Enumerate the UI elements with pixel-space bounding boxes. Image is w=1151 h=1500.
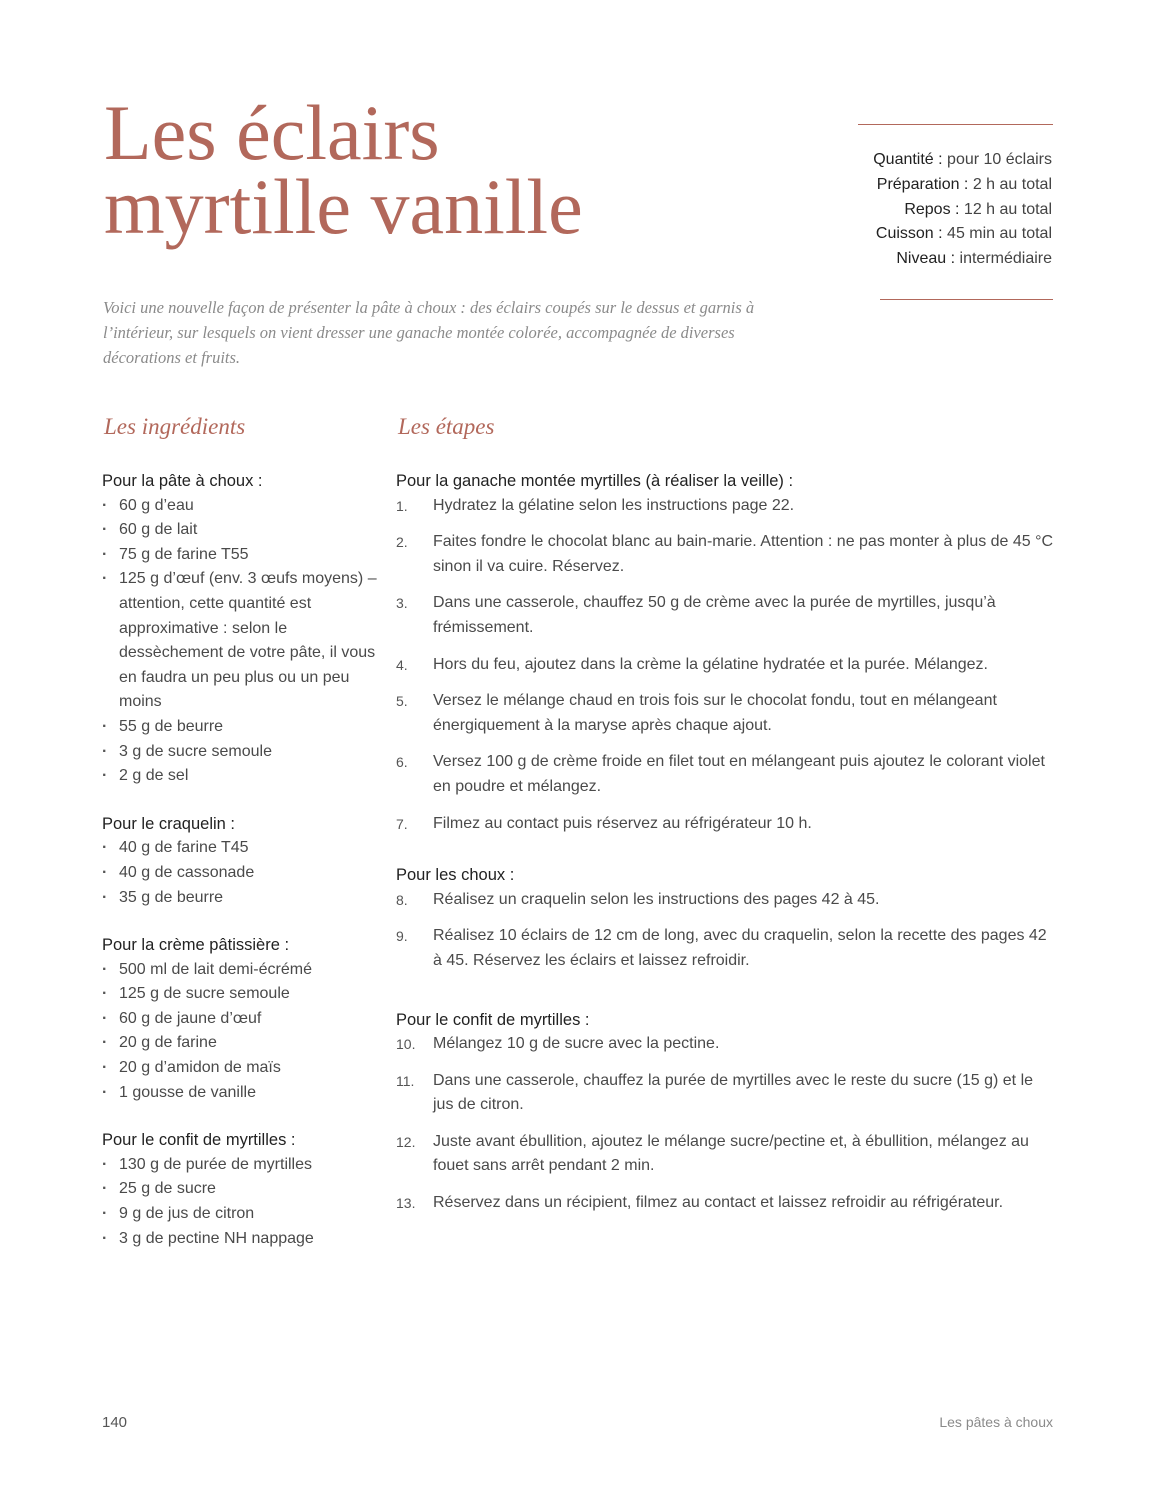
step-item: 13. Réservez dans un récipient, filmez au contact et laissez refroidir au réfrigérateur. <box>396 1194 1004 1212</box>
section-name: Les pâtes à choux <box>939 1414 1053 1430</box>
step-section-heading: Pour les choux : <box>396 866 515 885</box>
step-section-heading: Pour le confit de myrtilles : <box>396 1010 590 1029</box>
list-item: · 1 gousse de vanille <box>102 1081 377 1106</box>
meta-level: Niveau : intermédiaire <box>896 250 1052 268</box>
title-line-1: Les éclairs <box>104 89 440 176</box>
list-item: · 2 g de sel <box>102 764 377 789</box>
ingredients-column <box>102 469 377 1274</box>
step-item: 6. Versez 100 g de crème froide en filet tout en mélangeant puis ajoutez le colorant violet en poudre et mélangez. <box>396 753 1045 795</box>
meta-top-rule <box>858 124 1053 125</box>
list-item: · 60 g d’eau <box>102 494 377 519</box>
ingredient-list <box>102 494 377 789</box>
list-item: · 20 g de farine <box>102 1031 377 1056</box>
list-item: · 60 g de lait <box>102 518 377 543</box>
list-item: · 55 g de beurre <box>102 715 377 740</box>
recipe-meta <box>732 148 1052 272</box>
ingredient-group-heading: Pour le craquelin : <box>102 814 235 833</box>
ingredient-group-heading: Pour le confit de myrtilles : <box>102 1131 296 1150</box>
list-item: · 3 g de sucre semoule <box>102 740 377 765</box>
step-item: 9. Réalisez 10 éclairs de 12 cm de long, avec du craquelin, selon la recette des pages 42 à 45. Réservez les éclairs et laissez refroidir. <box>396 927 1047 969</box>
page-number: 140 <box>102 1414 128 1431</box>
step-list <box>396 494 1056 837</box>
list-item: · 125 g d’œuf (env. 3 œufs moyens) – attention, cette quantité est approximative : selon le dessèchement de votre pâte, il vous en faudra un peu plus ou un peu moins <box>102 567 377 715</box>
ingredient-group-heading: Pour la pâte à choux : <box>102 472 263 490</box>
list-item: · 130 g de purée de myrtilles <box>102 1153 377 1178</box>
step-section <box>396 1008 1056 1216</box>
list-item: · 25 g de sucre <box>102 1177 377 1202</box>
steps-column <box>396 469 1056 1243</box>
step-item: 12. Juste avant ébullition, ajoutez le mélange sucre/pectine et, à ébullition, mélangez au fouet sans arrêt pendant 2 min. <box>396 1132 1029 1175</box>
steps-title: Les étapes <box>398 414 495 439</box>
step-list <box>396 888 1056 974</box>
ingredient-list <box>102 958 377 1106</box>
step-item: 1. Hydratez la gélatine selon les instructions page 22. <box>396 496 795 514</box>
list-item: · 75 g de farine T55 <box>102 543 377 568</box>
list-item: · 60 g de jaune d’œuf <box>102 1007 377 1032</box>
list-item: · 125 g de sucre semoule <box>102 982 377 1007</box>
ingredients-title: Les ingrédients <box>104 414 246 439</box>
meta-preparation: Préparation : 2 h au total <box>876 175 1052 193</box>
title-line-2: myrtille vanille <box>104 163 583 250</box>
page-title <box>104 89 583 250</box>
intro-text: Voici une nouvelle façon de présenter la pâte à choux : des éclairs coupés sur le dessus et garnis à l’intérieur, sur lesquels on vient dresser une ganache montée colorée, accompagnée de diverses décorations et fruits. <box>103 298 755 367</box>
ingredient-list <box>102 836 377 910</box>
step-item: 7. Filmez au contact puis réservez au réfrigérateur 10 h. <box>396 814 812 832</box>
step-item: 3. Dans une casserole, chauffez 50 g de crème avec la purée de myrtilles, jusqu’à frémissement. <box>396 594 996 636</box>
list-item: · 40 g de farine T45 <box>102 836 377 861</box>
ingredient-group-heading: Pour la crème pâtissière : <box>102 936 290 955</box>
list-item: · 20 g d’amidon de maïs <box>102 1056 377 1081</box>
step-item: 5. Versez le mélange chaud en trois fois sur le chocolat fondu, tout en mélangeant énergiquement à la maryse après chaque ajout. <box>396 692 997 734</box>
list-item: · 9 g de jus de citron <box>102 1202 377 1227</box>
ingredient-list <box>102 1153 377 1251</box>
step-item: 8. Réalisez un craquelin selon les instructions des pages 42 à 45. <box>396 890 880 908</box>
meta-rest: Repos : 12 h au total <box>904 200 1052 218</box>
step-list <box>396 1032 1056 1216</box>
step-section <box>396 469 1056 836</box>
step-item: 2. Faites fondre le chocolat blanc au bain-marie. Attention : ne pas monter à plus de 45 °C sinon il va cuire. Réservez. <box>396 533 1054 575</box>
step-section <box>396 863 1056 973</box>
step-section-heading: Pour la ganache montée myrtilles (à réaliser la veille) : <box>396 472 794 490</box>
step-item: 11. Dans une casserole, chauffez la purée de myrtilles avec le reste du sucre (15 g) et le jus de citron. <box>396 1071 1034 1114</box>
meta-cooking: Cuisson : 45 min au total <box>875 225 1052 243</box>
step-item: 10. Mélangez 10 g de sucre avec la pectine. <box>396 1035 720 1053</box>
list-item: · 40 g de cassonade <box>102 861 377 886</box>
list-item: · 35 g de beurre <box>102 886 377 911</box>
list-item: · 500 ml de lait demi-écrémé <box>102 958 377 983</box>
list-item: · 3 g de pectine NH nappage <box>102 1227 377 1252</box>
meta-bottom-rule <box>880 299 1053 300</box>
meta-quantity: Quantité : pour 10 éclairs <box>873 151 1052 168</box>
step-item: 4. Hors du feu, ajoutez dans la crème la gélatine hydratée et la purée. Mélangez. <box>396 655 988 673</box>
